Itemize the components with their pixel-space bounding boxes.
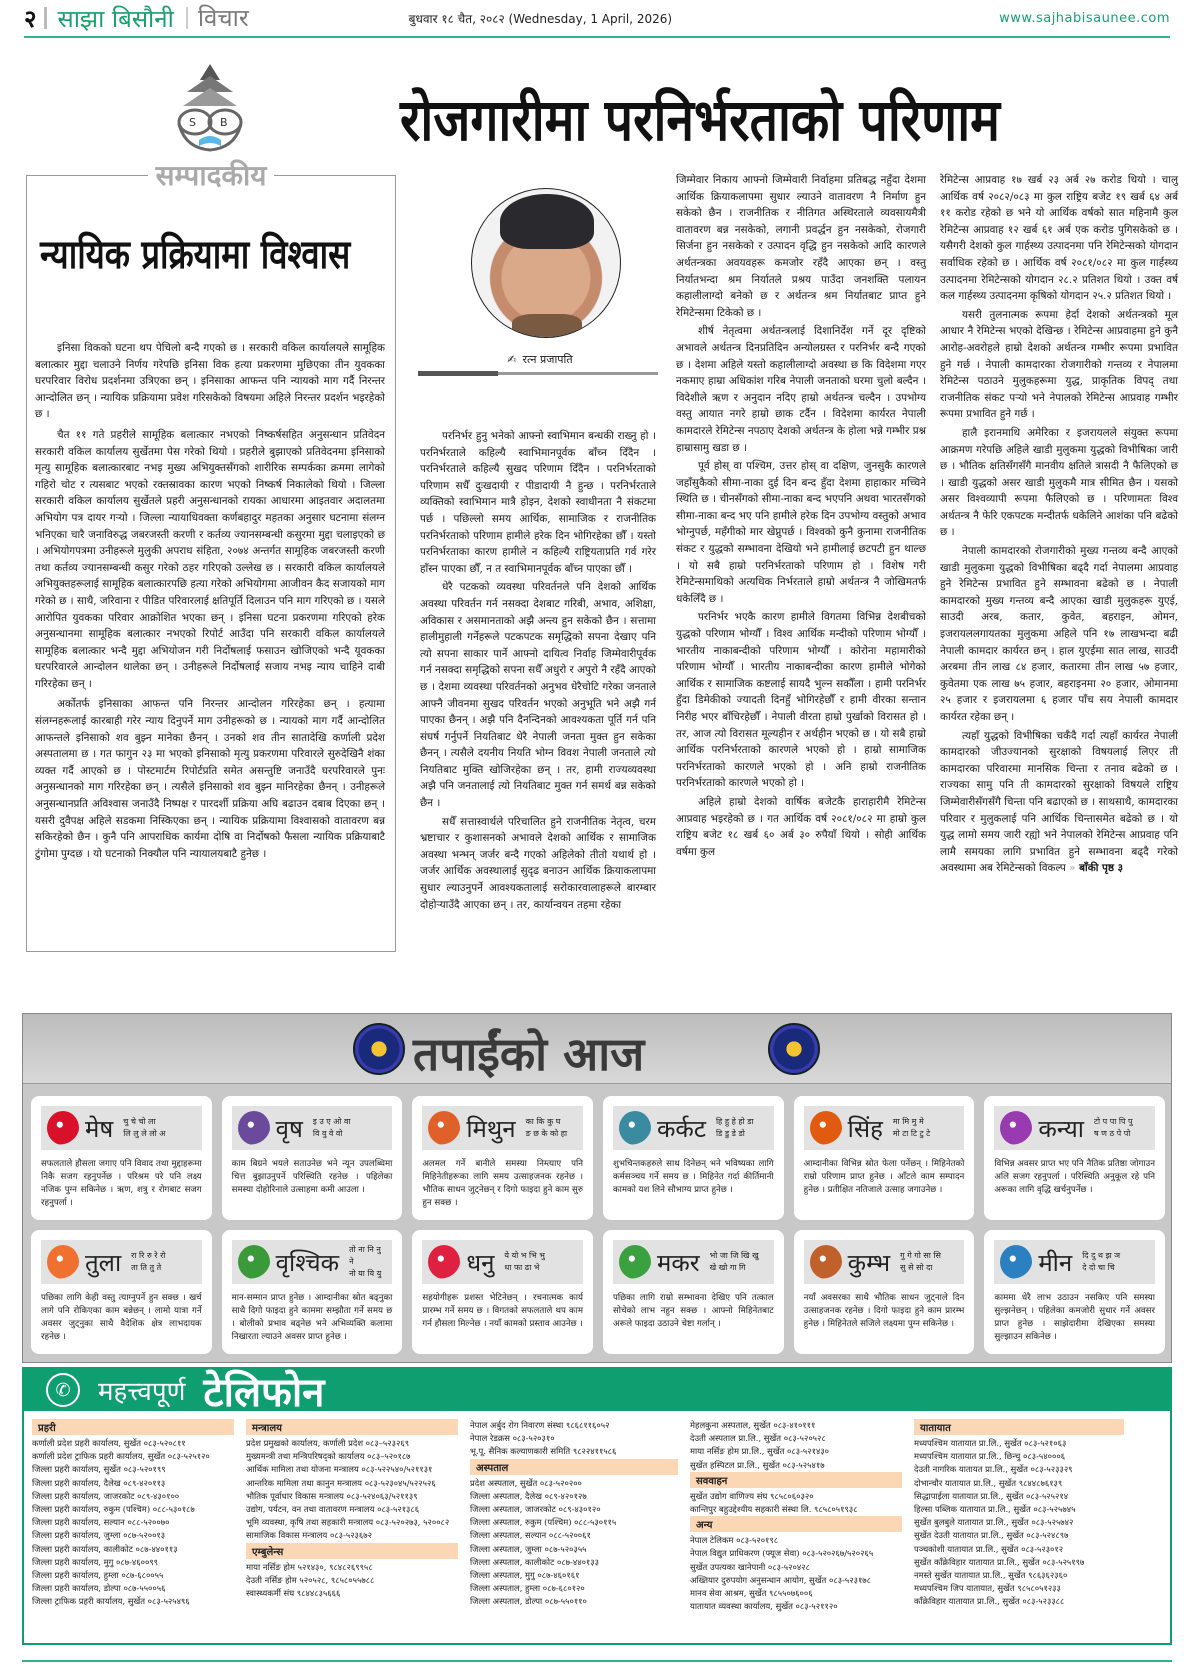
directory-entry: नेपाल रेडक्रस ०८३-५२०३१० (470, 1433, 555, 1444)
sign-name: वृष (275, 1114, 303, 1143)
horoscope-grid (31, 1096, 1165, 1354)
directory-entry: जिल्ला अस्पताल, डोल्पा ०८७-५५०११० (470, 1596, 587, 1607)
paragraph: धेरै पटकको व्यवस्था परिवर्तनले पनि देशको आर्थिक अवस्था परिवर्तन गर्न नसक्दा देशबाट गरिबी, अभाव, अशिक्षा, अविकास र असमानताको अझै अन्त्य हुन सकेको छैन । सत्तामा हालीमुहाली गर्नेहरूले पटकपटक समृद्धिको सपना देखाए पनि त्यो सपना साकार पार्ने आफ्नो दायित्व निर्वाह जिम्मेवारीपूर्वक गर्न नसक्दा समृद्धिको सपना सधैँ अधुरो र अपुरो नै रहँदै आएको छ । देशमा व्यवस्था परिवर्तनको अनुभव धेरैचोटि गरेका जनताले आफ्नै जीवनमा सुखद परिवर्तन भएको अनुभूति भने अझै गर्न पाएका छैनन् । अझै पनि दैनन्दिनको आवश्यकता पूर्ति गर्न पनि संघर्ष गर्नुपर्ने नियतिबाट धेरै नेपाली जनता मुक्त हुन सकेका छैनन् । त्यसैले दयनीय नियति भोग्न विवश नेपाली जनताले त्यो नियतिबाट मुक्ति खोजिरहेका छन् । तर, हामी राज्यव्यवस्था अझै पनि जनतालाई त्यो नियतिबाट मुक्त गर्न समर्थ बन्न सकेको छैन । (420, 581, 656, 810)
sign-name: मेष (85, 1114, 114, 1143)
directory-entry: भू.पू. सैनिक कल्याणकारी समिति ९८२२४११५८६ (470, 1446, 617, 1457)
svg-text:B: B (220, 116, 228, 129)
sign-header (41, 1106, 202, 1150)
editorial-label: सम्पादकीय (26, 160, 396, 190)
directory-column (690, 1419, 902, 1613)
zodiac-sign-icon (238, 1111, 270, 1145)
directory-entry: नेपाल टेलिकम ०८३-५२०१९८ (690, 1535, 779, 1546)
continued-link[interactable]: » बाँकी पृष्ठ ३ (1069, 862, 1124, 875)
paragraph: चैत ११ गते प्रहरीले सामूहिक बलात्कार नभएको निष्कर्षसहित अनुसन्धान प्रतिवेदन सरकारी वकिल कार्यालय सुर्खेतमा पेस गरेको थियो । प्रहरीले बुझाएको प्रतिवेदनमा इनिसाको मृत्यु सामूहिक बलात्कारबाट नभइ मुख्य अभियुक्तसँगको शारीरिक सम्पर्कका क्रममा लागेको गहिरो चोट र त्यसबाट भएको रक्तस्रावका कारण भएको निष्कर्ष निकालेको थियो । जिल्ला सरकारी वकिल कार्यालय सुर्खेतले प्रहरी अनुसन्धानको रायका आधारमा आइतवार अदालतमा अभियोग पत्र दायर गर्‍यो । जिल्ला न्यायाधिवक्ता कर्णबहादुर महतका अनुसार घटनामा संलग्न भनिएका चारै जनाविरुद्ध जबरजस्ती करणी र कर्तव्य ज्यानसम्बन्धी कसुरमा मुद्दा चलाइएको छ । अभियोगपत्रमा उनीहरूले मुलुकी अपराध संहिता, २०७४ अन्तर्गत सामूहिक जबरजस्ती करणी तथा कर्तव्य ज्यानसम्बन्धी कसुर गरेको ठहर गरिएको उल्लेख छ । सरकारी वकिल कार्यालयले अभियुक्तहरूलाई सामूहिक बलात्कारपछि हत्या गरेको अभियोगमा आजीवन कैद सजायको माग गरेको छ । साथै, जरिवाना र पीडित परिवारलाई क्षतिपूर्ति दिलाउन पनि माग गरिएको छ । यसले आरोपित युवकका परिवार आक्रोशित भएका छन् । इनिसा घटना प्रकरणमा गरिएको हरेक अनुसन्धानमा सामूहिक बलात्कार नभएको रिपोर्ट आउँदा पनि सरकारी वकिल कार्यालयले सामूहिक बलात्कार भन्दै मुद्दा अभियोजन गरी निर्दोषलाई फसाउन खोजिएको भन्दै यूवकका घरपरिवारले आन्दोलन थालेका छन् । उनीहरूले निर्दोषलाई सजाय नभइ न्याय चाहिने दाबी गरिरहेका छन् । (35, 428, 385, 690)
directory-category: सववाहन (690, 1472, 902, 1488)
directory-entry: जिल्ला प्रहरी कार्यालय, मुगु ०८७-४६००९९ (32, 1556, 159, 1567)
zodiac-wheel-icon (768, 1023, 820, 1075)
directory-entry: भूमि व्यवस्था, कृषि तथा सहकारी मन्त्रालय ०८३-५२०२७३, ५२००८२ (246, 1517, 450, 1528)
zodiac-sign-icon (47, 1111, 79, 1145)
directory-entry: जिल्ला प्रहरी कार्यालय, सुर्खेत ०८३-५२०१९९ (32, 1464, 166, 1475)
directory-entry: नेपाल विद्युत प्राधिकरण (फ्यूज सेवा) ०८३-५२०२६७/५२०२६५ (690, 1548, 874, 1559)
directory-entry: सुर्खेत बुलबुले यातायात प्रा.लि., सुर्खेत ०८३-५२५७४२ (914, 1517, 1074, 1528)
sign-name: मीन (1038, 1248, 1073, 1277)
paragraph: इनिसा विकको घटना थप पेचिलो बन्दै गएको छ । सरकारी वकिल कार्यालयले सामूहिक बलात्कार मुद्दा चलाउने निर्णय गरेपछि इनिसा विक हत्या प्रकरणमा मुछिएका तीन युवकका घरपरिवार विरोध प्रदर्शनमा उत्रिएका छन् । इनिसाका आफन्त पनि न्यायको माग गर्दै निरन्तर आन्दोलित छन् । न्यायिक प्रक्रियामा प्रवेश गरिसकेको विषयमा अहिले निरन्तर प्रदर्शन भइरहेको छ । (35, 342, 385, 421)
horoscope-card (222, 1096, 403, 1220)
website-link[interactable]: www.sajhabisaunee.com (999, 10, 1170, 26)
masthead (24, 0, 1170, 38)
directory-entry: पञ्चकोशी यातायात प्रा.लि., सुर्खेत ०८३-५२३०१२ (914, 1543, 1064, 1554)
directory-entry: अख्तियार दुरुपयोग अनुसन्धान आयोग, सुर्खेत ०८३-५२३१७८ (690, 1574, 872, 1585)
paragraph: शीर्ष नेतृत्वमा अर्थतन्त्रलाई दिशानिर्देश गर्ने दूर दृष्टिको अभावले अर्थतन्त्र दिनप्रतिदिन अन्योलग्रस्त र परनिर्भर बन्दै गएको छ । देशमा अहिले यस्तो कहालीलाग्दो अवस्था छ कि विदेशमा गएर नकमाए हाम्रा अधिकांश गरिब नेपाली जनताको घरमा चुलो बल्दैन । विदेशीले ऋण र अनुदान नदिए हाम्रो अर्थतन्त्र चल्दैन । उपभोग्य वस्तु आयात नगरे हाम्रो छाक टर्दैन । विदेशमा कार्यरत नेपाली कामदारले रेमिटेन्स नपठाए देशको अर्थतन्त्र के होला भन्ने गम्भीर प्रश्न हाम्रासामु खडा छ । (676, 325, 926, 454)
sign-name: मिथुन (466, 1114, 516, 1143)
directory-entry: मध्यपश्चिम यातायात प्रा.लि., सुर्खेत ०८३-५२१०६३ (914, 1438, 1067, 1448)
horoscope-card (412, 1096, 593, 1220)
editorial-title: न्यायिक प्रक्रियामा विश्वास (40, 232, 351, 278)
author-photo (471, 188, 621, 338)
sign-header (232, 1240, 393, 1284)
directory-entry: दोभान्चौर यातायात प्रा.लि., सुर्खेत ९८४४८७६१३९ (914, 1477, 1063, 1488)
sign-header (422, 1240, 583, 1284)
sign-letters: गु गे गो सा सि सु से सो दा (900, 1251, 941, 1272)
directory-columns (24, 1411, 1170, 1613)
directory-entry: प्रदेश अस्पताल, सुर्खेत ०८३-५२०२०० (470, 1477, 582, 1488)
directory-entry: जिल्ला अस्पताल, जाजरकोट ०८९-४३०१२० (470, 1504, 601, 1515)
paragraph: परनिर्भर हुनु भनेको आफ्नो स्वाभिमान बन्धकी राख्नु हो । परनिर्भरताले कहिल्यै स्वाभिमानपूर्वक बाँच्न दिँदैन । परनिर्भरताले कहिल्यै सुखद परिणाम दिँदैन । परनिर्भरताको परिणाम सधैँ दुःखदायी र पीडादायी नै हुन्छ । परनिर्भरताले व्यक्तिको स्वाभिमान मात्रै होइन, देशको स्वाधीनता नै संकटमा पर्छ । पछिल्लो समय आर्थिक, सामाजिक र राजनीतिक परनिर्भरताको परिणाम हामीले हरेक दिन भोगिरहेका छौँ । यस्तो परनिर्भरताका कारण हामीले न कहिल्यै राष्ट्रियताप्रति गर्व गरेर हाँस्न पाएका छौँ, न त स्वाभिमानपूर्वक बाँच्न पाएका छौँ । (420, 430, 656, 575)
phone-icon: ✆ (46, 1373, 80, 1407)
directory-entry: जिल्ला प्रहरी कार्यालय, डोल्पा ०८७-५५००५६ (32, 1583, 166, 1594)
article-column-1 (420, 428, 656, 915)
directory-title: टेलिफोन (203, 1369, 325, 1416)
sign-letters: तो ना नि नु ने नो या यि यु (349, 1245, 382, 1278)
directory-entry: माया नर्सिङ होम प्रा.लि., सुर्खेत ०८३-५२१४३० (690, 1446, 830, 1457)
paragraph: रेमिटेन्स आप्रवाह १७ खर्ब २३ अर्ब २७ करोड थियो । चालु आर्थिक वर्ष २०८२/०८३ मा कुल राष्ट्रिय बजेट १९ खर्ब ६४ अर्ब ११ करोड रहेको छ भने यो आर्थिक वर्षको सात महिनामै कुल रेमिटेन्स आप्रवाह १२ खर्ब ६१ अर्ब एक करोड पुगिसकेको छ । यसैगरी देशको कुल गार्हस्थ्य उत्पादनमा पनि रेमिटेन्सको योगदान सर्वाधिक रहेको छ । आर्थिक वर्ष २०८१/०८२ मा कुल गार्हस्थ्य उत्पादनमा रेमिटेन्सको योगदान २८.२ प्रतिशत थियो । उक्त वर्ष कल गार्हस्थ्य उत्पादनमा कृषिको योगदान २५.२ प्रतिशत थियो । (940, 174, 1178, 303)
directory-category: यातायात (914, 1419, 1124, 1435)
directory-entry: हिल्सा पब्लिक यातायात प्रा.लि., सुर्खेत ०८३-५२५७४५ (914, 1504, 1076, 1515)
byline-rule (418, 372, 658, 375)
zodiac-sign-icon (47, 1245, 79, 1279)
directory-entry: कर्णाली प्रदेश प्रहरी कार्यालय, सुर्खेत ०८३-५२०८११ (32, 1438, 186, 1448)
directory-entry: आन्तरिक मामिला तथा कानुन मन्त्रालय ०८३-५२३०४५/५२२५२६ (246, 1477, 436, 1488)
horoscope-section (22, 1013, 1172, 1363)
directory-entry: सुर्खेत काँक्रेविहार यातायात प्रा.लि., सुर्खेत ०८३-५२५१९७ (914, 1556, 1085, 1567)
paper-name: साझा बिसौनी (57, 4, 174, 33)
directory-entry: यातायात व्यवस्था कार्यालय, सुर्खेत ०८३-५२११२० (690, 1601, 838, 1612)
sign-prediction: मान-सम्मान प्राप्त हुनेछ । आम्दानीका स्रोत बढ्नुका साथै दिगो फाइदा हुने काममा सम्झौता गर्ने समय छ । बोलीको प्रभाव बढ्नेछ भने अभिव्यक्ति कलामा निखारता ल्याउने अवसर प्राप्त हुनेछ । (231, 1293, 393, 1342)
directory-entry: कान्तिपुर बहुउद्देश्यीय सहकारी संस्था लि. ९८५८०५१९३८ (690, 1504, 858, 1515)
horoscope-card (31, 1230, 212, 1354)
paragraph: नेपाली कामदारको रोजगारीको मुख्य गन्तव्य बन्दै आएको खाडी मुलुकमा युद्धको विभीषिका बढ्दै गर्दा नेपालमा आप्रवाह हुने रेमिटेन्स प्रभावित हुने सम्भावना बढेको छ । नेपाली कामदारको मुख्य गन्तव्य बन्दै आएका खाडी मुलुकहरू युएई, साउदी अरब, कतार, कुवेत, बहराइन, ओमन, इजरायललगायतका मुलुकमा अहिले पनि १७ लाखभन्दा बढी नेपाली कामदार कार्यरत छन् । हाल युएईमा सात लाख, साउदी अरबमा तीन लाख ८४ हजार, कतारमा तीन लाख ५७ हजार, कुवेतमा एक लाख ७५ हजार, बहराइनमा २० हजार, ओमानमा २५ हजार र इजरायलमा ६ हजार पाँच सय नेपाली कामदार कार्यरत रहेका छन् । (940, 545, 1178, 723)
horoscope-card (794, 1230, 975, 1354)
editorial-body (35, 340, 385, 866)
sign-letters: रा रि रु रे रो ता ति तु ते (131, 1251, 166, 1272)
directory-entry: मुख्यमन्त्री तथा मन्त्रिपरिषद्को कार्यालय ०८३–५२०१८७ (246, 1451, 411, 1462)
horoscope-card (222, 1230, 403, 1354)
paragraph: परनिर्भर भएकै कारण हामीले विगतमा विभिन्न देशबीचको युद्धको परिणाम भोग्यौँ । विश्व आर्थिक मन्दीको परिणाम भोग्यौँ । भारतीय नाकाबन्दीको परिणाम भोग्यौँ । कोरोना महामारीको परिणाम भोग्यौँ । भारतीय नाकाबन्दीका कारण हामीले भोगेको आर्थिक र सामाजिक कष्टलाई सायदै भुल्न सकौँला । हामी परनिर्भर हुँदा डिमेकीको ज्यादती दिनहुँ भोगिरहेछौँ र हामी वीरका सन्तान निरीह भएर बाँचिरहेछौँ । नेपाली वीरता हाम्रो पुर्खाको विरासत हो । तर, आज त्यो विरासत मूल्यहीन र अर्थहीन भएको छ । यो सबै हाम्रो आर्थिक परनिर्भरताको कारणले भएको हो । हाम्रो सामाजिक परनिर्भरताको कारणले भएको हो । अनि हाम्रो राजनीतिक परनिर्भरताको कारणले भएको हो । (676, 611, 926, 790)
article-column-3 (940, 172, 1178, 879)
sign-header (613, 1240, 774, 1284)
sign-name: कन्या (1038, 1114, 1084, 1143)
horoscope-card (412, 1230, 593, 1354)
directory-entry: मेहलकुना अस्पताल, सुर्खेत ०८३-४१०१११ (690, 1420, 816, 1430)
section-name: विचार (186, 7, 249, 29)
directory-entry: माया नर्सिङ होम ५२१४३०, ९८४८२६९९५८ (246, 1561, 373, 1572)
sign-header (422, 1106, 583, 1150)
directory-category: मन्त्रालय (246, 1419, 458, 1435)
sign-header (804, 1106, 965, 1150)
horoscope-card (603, 1096, 784, 1220)
directory-entry: देउती नर्सिङ होम ५२०५२८, ९८५८०५५७८८ (246, 1574, 375, 1585)
directory-entry: जिल्ला अस्पताल, कालीकोट ०८७-४४०१३३ (470, 1556, 599, 1567)
sign-name: वृश्चिक (275, 1248, 340, 1277)
directory-entry: जिल्ला अस्पताल, रुकुम (पश्चिम) ०८८-५३०११५ (470, 1517, 617, 1528)
sign-prediction: काम बिग्रने भयले सताउनेछ भने न्यून उपलब्धिमा चित्त बुझाउनुपर्ने परिस्थिति रहनेछ । पहिलेका समस्या दोहोरिनाले उत्साहमा कमी आउला । (231, 1159, 393, 1195)
directory-category: अस्पताल (470, 1459, 678, 1475)
directory-entry: जिल्ला अस्पताल, हुम्ला ०८७-६८०१२० (470, 1583, 585, 1594)
double-chevron-icon: » (1069, 862, 1076, 875)
sign-letters: भो जा जि खि खु खे खो गा गि (709, 1251, 759, 1272)
directory-entry: जिल्ला प्रहरी कार्यालय, रुकुम (पश्चिम) ०८८-५३०१८७ (32, 1504, 195, 1515)
directory-entry: सुर्खेत हस्पिटल प्रा.लि., सुर्खेत ०८३-५२५४१७ (690, 1459, 825, 1470)
directory-entry: सुर्खेत देउती यातायात प्रा.लि., सुर्खेत ०८३-५२४८९७ (914, 1530, 1069, 1541)
zodiac-sign-icon (238, 1245, 270, 1279)
directory-entry: काँक्रेविहार यातायात प्रा.लि., सुर्खेत ०८३-५२३३८८ (914, 1596, 1065, 1607)
sign-prediction: पछिका लागि राम्रो सम्भावना देखिए पनि तत्काल सोचेको लाभ नहुन सक्छ । आफ्नो मिहिनेतबाट अरूले फाइदा उठाउने चेष्टा गर्लान् । (613, 1293, 774, 1329)
paragraph: यसरी तुलनात्मक रूपमा हेर्दा देशको अर्थतन्त्रको मूल आधार नै रेमिटेन्स भएको देखिन्छ । रेमिटेन्स आप्रवाहमा हुने कुनै आरोह-अवरोहले हाम्रो देशको अर्थतन्त्र गम्भीर रूपमा प्रभावित हुने गर्छ । नेपाली कामदारका रोजगारीको गन्तव्य र नेपालमा रेमिटेन्स पठाउने मुलुकहरूमा युद्ध, प्राकृतिक विपद् तथा राजनीतिक संकट पर्‍यो भने नेपालको रेमिटेन्स आप्रवाह गम्भीर रूपमा प्रभावित हुने गर्छ । (940, 308, 1178, 421)
directory-column (32, 1419, 234, 1613)
sign-name: मकर (657, 1248, 700, 1277)
byline (420, 352, 660, 367)
sign-letters: मा मि मु मे मो टा टि टु टे (892, 1117, 931, 1138)
directory-entry: जिल्ला अस्पताल, सल्यान ०८८-५२००६१ (470, 1530, 591, 1541)
bottom-rule (22, 1660, 1172, 1662)
horoscope-header (23, 1014, 1171, 1084)
zodiac-sign-icon (1000, 1111, 1032, 1145)
telephone-directory (22, 1367, 1172, 1645)
directory-entry: जिल्ला अस्पताल, मुगु ०८७-४६०१६१ (470, 1570, 580, 1581)
directory-entry: जिल्ला प्रहरी कार्यालय, जुम्ला ०८७-५२००१३ (32, 1530, 166, 1541)
directory-category: प्रहरी (32, 1419, 234, 1435)
sign-letters: ये यो भ भि भु धा फा ढा भे (504, 1251, 545, 1272)
directory-column (470, 1419, 678, 1613)
directory-entry: देउती अस्पताल प्रा.लि., सुर्खेत ०८३-५२०५२८ (690, 1433, 826, 1444)
zodiac-sign-icon (619, 1111, 651, 1145)
sign-prediction: सफलताले हौसला जगाए पनि विवाद तथा मुद्दाहरूमा निकै सजग रहनुपर्नेछ । परिश्रम परे पनि लक्ष्य नजिक पुग्न सकिनेछ । ऋण, शत्रु र रोगबाट सजग रहनुपर्ला । (41, 1159, 202, 1208)
paragraph: त्यहाँ युद्धको विभीषिका चर्कँदै गर्दा त्यहाँ कार्यरत नेपाली कामदारको जीउज्यानको सुरक्षाको विषयलाई लिएर ती कामदारका परिवारमा मानसिक चिन्ता र तनाव बढेको छ । राज्यका सामु पनि ती कामदारको सुरक्षाको विषयले राष्ट्रिय जिम्मेवारीसँगसँगै चिन्ता पनि बढाएको छ । साथसाथै, कामदारका परिवार र मुलुकलाई पनि आर्थिक चिन्तासमेत बढेको छ । यो युद्ध लामो समय जारी रह्यो भने नेपालको रेमिटेन्स आप्रवाह पनि लामै समयका लागि प्रभावित हुने सम्भावना बढ्दै गरेको अवस्थामा अब रेमिटेन्सको विकल्प » बाँकी पृष्ठ ३ (940, 729, 1178, 875)
sign-letters: हि हु हे हो डा डि डु डे डो (715, 1117, 754, 1138)
directory-category: अन्य (690, 1516, 902, 1532)
paragraph: अर्कोतर्फ इनिसाका आफन्त पनि निरन्तर आन्दोलन गरिरहेका छन् । हत्यामा संलग्नहरूलाई कारबाही गरेर न्याय दिनुपर्ने माग उनीहरूको छ । न्यायको माग गर्दै आन्दोलित आफन्तले इनिसाको शव बुझ्न मानेका छैनन् । उनको शव तीन सातादेखि कर्णाली प्रदेश अस्पतालमा छ । गत फागुन २३ मा भएको इनिसाको मृत्यु प्रकरणमा परिवारले सुरुदेखिनै शंका व्यक्त गर्दै आएको छ । पोस्टमार्टम रिपोर्टप्रति समेत असन्तुष्टि जनाउँदै घरपरिवारले पुनः अनुसन्धानको माग गरिरहेका छन् । त्यसैले इनिसाको शव बुझ्न मानिरहेका छैनन् । उनीहरूले अनुसन्धानप्रति अविश्वास जनाउँदै निष्पक्ष र पारदर्शी प्रक्रिया अघि बढाउन दबाब दिएका छन् । यसरी दुवैपक्ष अहिले सडकमा निस्किएका छन् । न्यायिक प्रक्रियामा विश्वासको वातावरण बन्न सकिरहेको छैन । कुनै पनि आपराधिक कार्यमा दोषि वा निर्दोषको फैसला न्यायिक प्रक्रियाबाटै टुंगोमा पुग्दछ । यो घटनाको निक्यौल पनि न्यायालयबाटै हुनेछ । (35, 698, 385, 860)
directory-entry: जिल्ला प्रहरी कार्यालय, सल्यान ०८८-५२००७० (32, 1517, 170, 1528)
directory-entry: जिल्ला प्रहरी कार्यालय, हुम्ला ०८७-६८००५५ (32, 1570, 164, 1581)
sign-letters: चु चे चो ला लि लु ले लो अ (123, 1117, 166, 1138)
sign-prediction: विभिन्न अवसर प्राप्त भए पनि नैतिक प्रतिष्ठा जोगाउन अलि सजग रहनुपर्ला । परिस्थिति अनुकूल रहे पनि अरूका लागि वृद्धि खर्चनुपर्नेछ । (994, 1159, 1155, 1195)
directory-entry: भौतिक पूर्वाधार विकास मन्त्रालय ०८३-५२४०६३/५२११३९ (246, 1490, 418, 1501)
directory-entry: सुर्खेत उपत्यका खानेपानी ०८३-५२०४२८ (690, 1561, 810, 1572)
sign-letters: का कि कु घ ङ छ के को हा (525, 1117, 568, 1138)
sign-prediction: सहयोगीहरू प्रशस्त भेटिनेछन् । रचनात्मक कार्य प्रारम्भ गर्ने समय छ । विगतको सफलताले थप काम गर्न हौसला मिल्नेछ । नयाँ कामको प्रस्ताव आउनेछ । (422, 1293, 583, 1329)
directory-entry: जिल्ला ट्राफिक प्रहरी कार्यालय, सुर्खेत ०८३-५२५४९६ (32, 1596, 190, 1607)
horoscope-card (984, 1230, 1165, 1354)
dateline: बुधवार १८ चैत, २०८२ (Wednesday, 1 April, 2026) (408, 11, 673, 26)
directory-entry: स्वास्थ्यकर्मी संघ ९८४४८३५६६६ (246, 1588, 341, 1599)
sign-header (994, 1240, 1155, 1284)
pen-icon: ✍ (507, 353, 517, 366)
directory-header (24, 1369, 1170, 1416)
zodiac-wheel-icon (353, 1023, 405, 1075)
directory-entry: सामाजिक विकास मन्त्रालय ०८३-५२३६७२ (246, 1530, 372, 1541)
directory-entry: जिल्ला प्रहरी कार्यालय, दैलेख ०८९-४२०११३ (32, 1477, 166, 1488)
sign-name: सिंह (847, 1114, 883, 1143)
sign-prediction: पछिका लागि केही वस्तु त्याग्नुपर्ने हुन सक्छ । खर्च लागे पनि रोकिएका काम बन्नेछन् । लामो यात्रा गर्ने अवसर जुट्नुका साथै वैदेशिक क्षेत्र लाभदायक रहनेछ । (41, 1293, 202, 1342)
directory-entry: सुर्खेत उद्योग वाणिज्य संघ ९८५८०६०३२० (690, 1490, 814, 1501)
horoscope-title: तपाईंको आज (413, 1027, 645, 1081)
directory-entry: नमस्ते सुर्खेत यातायात प्रा.लि., सुर्खेत ९८६३६२३६० (914, 1570, 1068, 1581)
directory-entry: जिल्ला अस्पताल, दैलेख ०८९-४२०१२७ (470, 1490, 587, 1501)
directory-entry: कर्णाली प्रदेश ट्राफिक प्रहरी कार्यालय, सुर्खेत ०८३-५२५१२० (32, 1451, 210, 1462)
sign-prediction: नयाँ अवसरका साथै भौतिक साधन जुट्नाले दिन उत्साहजनक रहनेछ । दिगो फाइदा हुने काम प्रारम्भ हुनेछ । मिहिनेतले सजिले लक्ष्यमा पुग्न सकिनेछ । (803, 1293, 965, 1329)
horoscope-card (603, 1230, 784, 1354)
sign-prediction: काममा धेरै लाभ उठाउन नसकिए पनि समस्या सुल्झनेछन् । पहिलेका कमजोरी सुधार गर्ने अवसर प्राप्त हुनेछ । साझेदारीमा देखिएका समस्या सुल्झाउन सकिनेछ । (994, 1293, 1155, 1342)
sign-letters: दि दु थ झ ञ दे दो चा चि (1082, 1251, 1121, 1272)
article-column-2 (676, 172, 926, 862)
svg-text:S: S (189, 116, 196, 129)
sign-prediction: आम्दानीका विभिन्न स्रोत फेला पर्नेछन् । मिहिनेतको राम्रो परिणाम प्राप्त हुनेछ । आँटले काम सम्पादन हुनेछ । प्रतीक्षित नतिजाले उत्साह जगाउनेछ । (803, 1159, 965, 1195)
sign-name: कर्कट (657, 1114, 706, 1143)
directory-entry: सिद्धापाईला यातायात प्रा.लि., सुर्खेत ०८३-५२५२१४ (914, 1490, 1069, 1501)
directory-entry: जिल्ला अस्पताल, जुम्ला ०८७-५२०३५५ (470, 1543, 587, 1554)
sign-letters: टो प पा पि पु ष ण ठ पे पो (1093, 1117, 1133, 1138)
directory-entry: उद्योग, पर्यटन, वन तथा वातावरण मन्त्रालय ०८३-५२१३८६ (246, 1504, 420, 1515)
divider (44, 7, 47, 29)
horoscope-card (794, 1096, 975, 1220)
directory-entry: आर्थिक मामिला तथा योजना मन्त्रालय ०८३-५२२५४०/५२११३१ (246, 1464, 433, 1475)
paragraph: पूर्व होस् वा पश्चिम, उत्तर होस् वा दक्षिण, जुनसुकै कारणले जहाँसुकैको सीमा-नाका दुई दिन बन्द हुँदा देशमा हाहाकार मच्चिने स्थिति छ । चीनसँगको सीमा-नाका बन्द भएपनि अथवा भारतसँगको सीमा-नाका बन्द भए पनि हामीले हरेक दिन उपभोग्य वस्तुको अभाव भोग्नुपर्छ, महँगीको मार खेप्नुपर्छ । विश्वको कुनै कुनामा राजनीतिक संकट र युद्धको सम्भावना देखियो भने हामीलाई छटपटी हुन थाल्छ । यो सबै हाम्रो परनिर्भरताको परिणाम हो । विशेष गरी रेमिटेन्समाथिको अत्यधिक निर्भरताले हाम्रो अर्थतन्त्र नै जोखिमतर्फ धकेलिँदै छ । (676, 460, 926, 605)
horoscope-card (984, 1096, 1165, 1220)
zodiac-sign-icon (428, 1111, 460, 1145)
directory-entry: देउती नागरिक यातायत प्रा.लि., सुर्खेत ०८३-५२३३२९ (914, 1464, 1073, 1475)
sign-letters: इ उ ए ओ वा वि वु वे वो (312, 1117, 351, 1138)
directory-entry: मानव सेवा आश्रम, सुर्खेत ९८५५०७६००६ (690, 1588, 813, 1599)
zodiac-sign-icon (428, 1245, 460, 1279)
sign-header (613, 1106, 774, 1150)
sign-header (232, 1106, 393, 1150)
directory-entry: नेपाल अर्बुद रोग निवारण संस्था ९८६८११६०५२ (470, 1420, 610, 1430)
zodiac-sign-icon (619, 1245, 651, 1279)
page-number: २ (24, 4, 37, 33)
directory-entry: जिल्ला प्रहरी कार्यालय, कालीकोट ०८७-४४०११३ (32, 1543, 178, 1554)
zodiac-sign-icon (810, 1245, 842, 1279)
article-headline: रोजगारीमा परनिर्भरताको परिणाम (400, 86, 1000, 154)
sign-header (41, 1240, 202, 1284)
sb-logo-icon (165, 62, 255, 152)
sign-name: कुम्भ (847, 1248, 891, 1277)
directory-column (246, 1419, 458, 1613)
sign-header (804, 1240, 965, 1284)
paragraph: जिम्मेवार निकाय आफ्नो जिम्मेवारी निर्वाहमा प्रतिबद्ध नहुँदा देशमा आर्थिक क्रियाकलापमा सुधार ल्याउने वातावरण नै निर्माण हुन सकेको छैन । राजनीतिक र नीतिगत अस्थिरताले व्यवसायमैत्री वातावरण बन्न नसकेको, लगानी प्रवर्द्धन हुन नसकेको, रोजगारी सिर्जना हुन नसकेको र उत्पादन वृद्धि हुन नसकेको आदि कारणले अर्थतन्त्रका अवयवहरू कमजोर रहँदै आएका छन् । वस्तु निर्यातभन्दा श्रम निर्यातले प्रश्रय पाउँदा जनशक्ति पलायन कहालीलाग्दो बनेको छ र अर्थतन्त्र श्रम निर्यातबाट प्राप्त हुने रेमिटेन्समा टिकेको छ । (676, 174, 926, 319)
sign-name: धनु (466, 1248, 495, 1277)
sign-prediction: अलमल गर्ने बानीले समस्या निम्त्याए पनि मिहिनेतीहरूका लागि समय उत्साहजनक रहनेछ । भौतिक साधन जुट्नेछन् र दिगो फाइदा हुने काम सुरु हुन सक्छ । (422, 1159, 583, 1208)
sign-header (994, 1106, 1155, 1150)
paragraph: सधैँ सत्तास्वार्थले परिचालित हुने राजनीतिक नेतृत्व, चरम भ्रष्टाचार र कुशासनको अभावले देशको आर्थिक र सामाजिक अवस्था भन्भन् जर्जर बन्दै गएको अहिलेको तीतो यथार्थ हो । जर्जर आर्थिक अवस्थालाई सुदृढ बनाउन आर्थिक क्रियाकलापमा सुधार ल्याउनुपर्ने आवश्यकतालाई सरोकारवालाहरूले बारम्बार दोहोर्‍याउँदै आएका छन् । तर, कार्यान्वयन तहमा रहेका (420, 815, 656, 911)
directory-entry: प्रदेश प्रमुखको कार्यालय, कर्णाली प्रदेश ०८३–५२३२६९ (246, 1438, 410, 1448)
sign-name: तुला (85, 1248, 122, 1277)
paragraph: हालै इरानमाथि अमेरिका र इजरायलले संयुक्त रूपमा आक्रमण गरेपछि अहिले खाडी मुलुकमा युद्धको विभीषिका जारी छ । भौतिक क्षतिसँगसँगै मानवीय क्षतिले त्रासदी नै फैलिएको छ । खाडी युद्धको असर खाडी मुलुकमै मात्र सीमित छैन । यसको असर विश्वव्यापी रूपमा फैलिएको छ । परिणामतः विश्व अर्थतन्त्र नै फेरि एकपटक मन्दीतर्फ धकेलिने आशंका पनि बढेको छ । (940, 426, 1178, 539)
horoscope-card (31, 1096, 212, 1220)
directory-entry: जिल्ला प्रहरी कार्यालय, जाजरकोट ०८९-४३०१०० (32, 1490, 180, 1501)
sign-prediction: शुभचिन्तकहरुले साथ दिनेछन् भने भविष्यका लागि कर्मसञ्चय गर्ने समय छ । मिहिनेत गर्दा कीर्तिमानी कामको यश लिने सौभाग्य प्राप्त हुनेछ । (613, 1159, 774, 1195)
paragraph: अहिले हाम्रो देशको वार्षिक बजेटकै हाराहारीमै रेमिटेन्स आप्रवाह भइरहेको छ । गत आर्थिक वर्ष २०८१/०८२ मा हाम्रो कुल राष्ट्रिय बजेट १८ खर्ब ६० अर्ब ३० रुपैयाँ थियो । सोही आर्थिक वर्षमा कुल (676, 795, 926, 858)
directory-category: एम्बुलेन्स (246, 1543, 458, 1559)
author-name: रत्न प्रजापति (522, 353, 573, 366)
directory-subtitle: महत्त्वपूर्ण (98, 1377, 186, 1407)
zodiac-sign-icon (1000, 1245, 1032, 1279)
directory-entry: मध्यपश्चिम यातायात प्रा.लि., छिन्चु ०८३-५४०००६ (914, 1451, 1066, 1462)
directory-column (914, 1419, 1124, 1613)
directory-entry: मध्यपश्चिम जिप यातायात, सुर्खेत ९८५८०५१२३३ (914, 1583, 1061, 1594)
zodiac-sign-icon (810, 1111, 842, 1145)
